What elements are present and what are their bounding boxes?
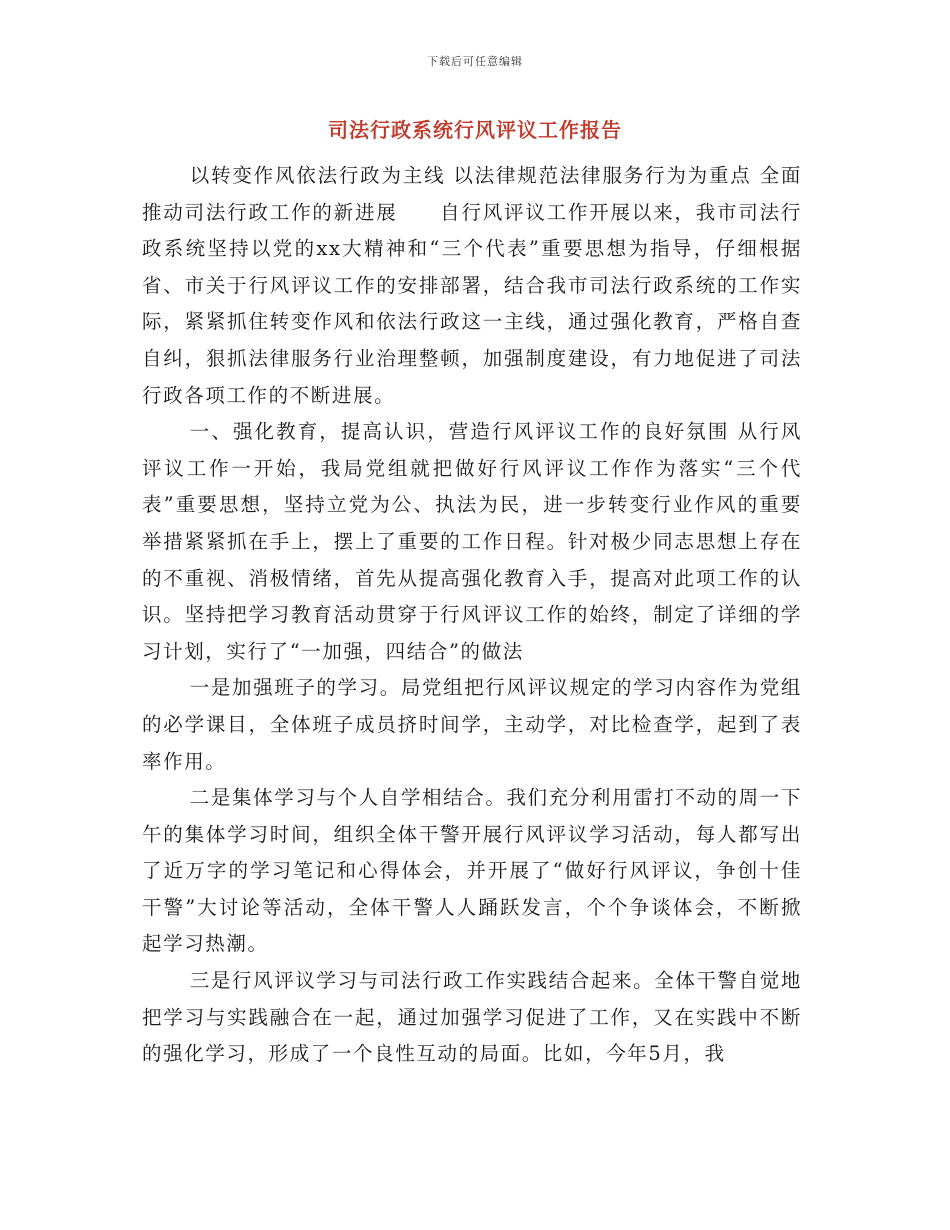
document-body <box>142 158 802 1073</box>
paragraph-intro: 以转变作风依法行政为主线 以法律规范法律服务行为为重点 全面推动司法行政工作的新进展 自行风评议工作开展以来，我市司法行政系统坚持以党的xx大精神和“三个代表”重要思想为指导，仔细根据省、市关于行风评议工作的安排部署，结合我市司法行政系统的工作实际，紧紧抓住转变作风和依法行政这一主线，通过强化教育，严格自查自纠，狠抓法律服务行业治理整顿，加强制度建设，有力地促进了司法行政各项工作的不断进展。 <box>142 164 802 407</box>
document-title: 司法行政系统行风评议工作报告 <box>328 118 622 142</box>
header-note: 下载后可任意编辑 <box>427 55 523 68</box>
paragraph-point-two: 二是集体学习与个人自学相结合。我们充分利用雷打不动的周一下午的集体学习时间，组织全体干警开展行风评议学习活动，每人都写出了近万字的学习笔记和心得体会，并开展了“做好行风评议，争创十佳干警”大讨论等活动，全体干警人人踊跃发言，个个争谈体会，不断掀起学习热潮。 <box>142 786 802 956</box>
paragraph-point-three: 三是行风评议学习与司法行政工作实践结合起来。全体干警自觉地把学习与实践融合在一起，通过加强学习促进了工作，又在实践中不断的强化学习，形成了一个良性互动的局面。比如，今年5月，我 <box>142 969 802 1066</box>
paragraph-section-one: 一、强化教育，提高认识，营造行风评议工作的良好氛围 从行风评议工作一开始，我局党组就把做好行风评议工作作为落实“三个代表”重要思想，坚持立党为公、执法为民，进一步转变行业作风的重要举措紧紧抓在手上，摆上了重要的工作日程。针对极少同志思想上存在的不重视、消极情绪，首先从提高强化教育入手，提高对此项工作的认识。坚持把学习教育活动贯穿于行风评议工作的始终，制定了详细的学习计划，实行了“一加强，四结合”的做法 <box>142 420 802 663</box>
paragraph-point-one: 一是加强班子的学习。局党组把行风评议规定的学习内容作为党组的必学课目，全体班子成员挤时间学，主动学，对比检查学，起到了表率作用。 <box>142 676 802 773</box>
